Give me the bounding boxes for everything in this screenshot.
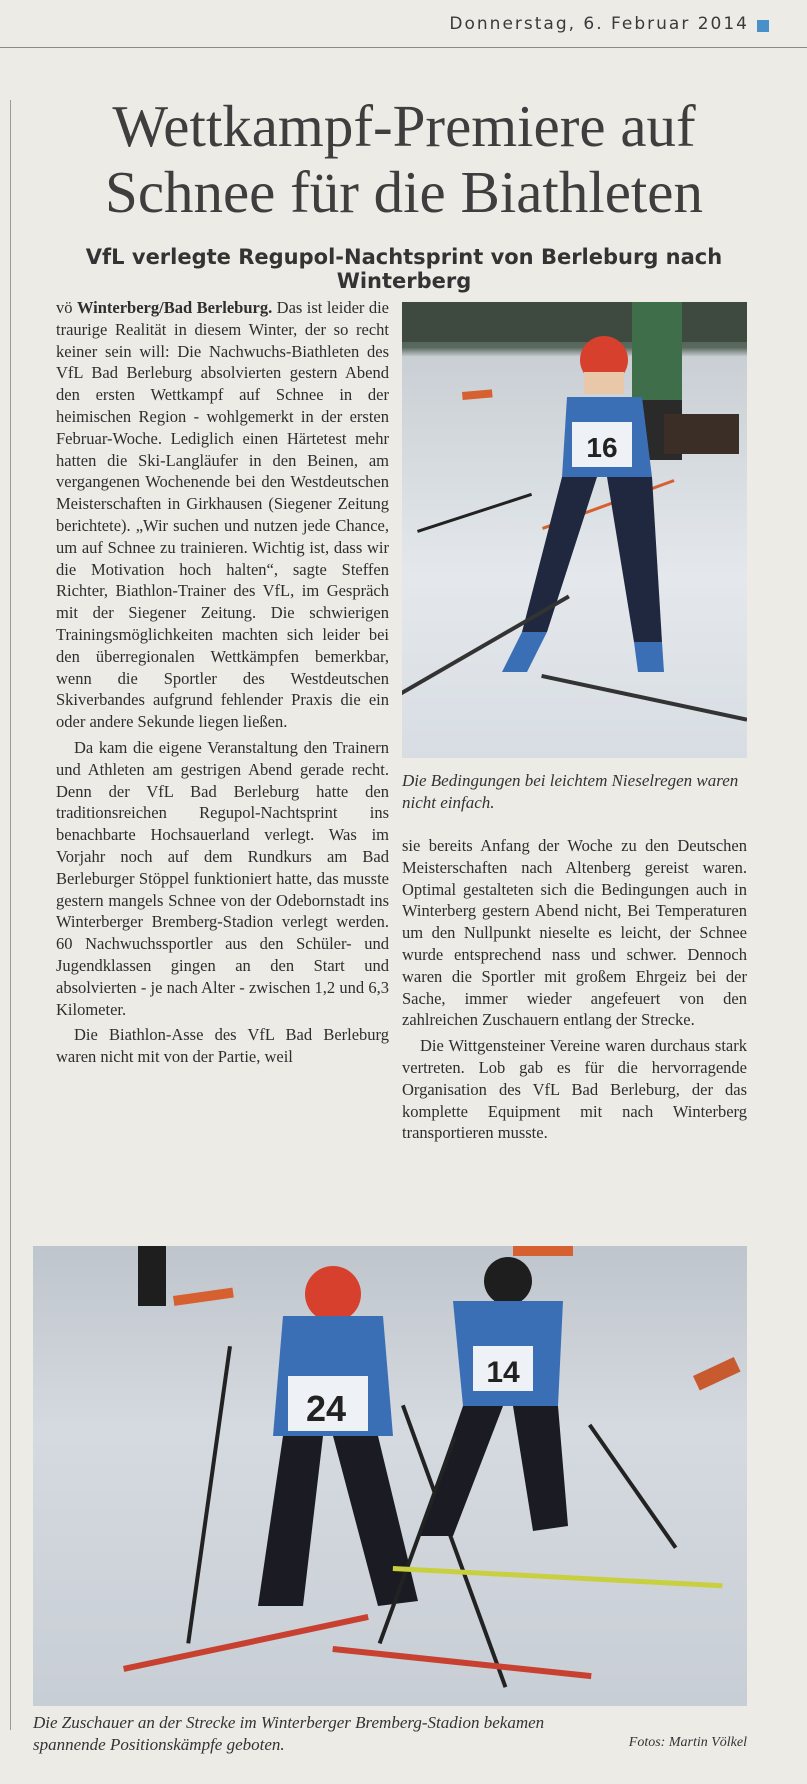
article-column-right <box>402 835 747 1144</box>
paragraph-3: Die Biathlon-Asse des VfL Bad Berleburg waren nicht mit von der Partie, weil <box>56 1025 389 1067</box>
bib-number-24: 24 <box>305 1388 347 1429</box>
accent-square <box>757 20 769 32</box>
photo-caption-1: Die Bedingungen bei leichtem Nieselregen waren nicht einfach. <box>402 771 739 812</box>
article-subheadline: VfL verlegte Regupol-Nachtsprint von Berleburg nach Winterberg <box>85 245 723 293</box>
article-column-left <box>56 297 389 1068</box>
headline-line-2: Schnee für die Biathleten <box>105 159 703 225</box>
header-rule <box>0 47 807 48</box>
headline-line-1: Wettkampf-Premiere auf <box>112 93 696 159</box>
article-headline <box>20 93 788 225</box>
photo-two-skiers <box>33 1246 747 1706</box>
paragraph-4: sie bereits Anfang der Woche zu den Deutschen Meisterschaften nach Altenberg gereist waren. Optimal gestalteten sich die Bedingungen auch in Winterberg gestern Abend nicht, Bei Temperaturen um den Nullpunkt nieselte es leicht, der Schnee wurde entsprechend nass und schwer. Dennoch waren die Sportler mit großem Ehrgeiz bei der Sache, immer wieder angefeuert von den zahlreichen Zuschauern entlang der Strecke. <box>402 836 747 1030</box>
paragraph-2: Da kam die eigene Veranstaltung den Trainern und Athleten am gestrigen Abend gerade recht. Denn der VfL Bad Berleburg hatte den traditionsreichen Regupol-Nachtsprint ins benachbarte Hochsauerland verlegt. Was im Vorjahr noch auf dem Rundkurs am Bad Berleburger Stöppel funktioniert hatte, das musste gestern mangels Schnee von der Odebornstadt ins Winterberger Bremberg-Stadion verlegt werden. 60 Nachwuchssportler aus den Schüler- und Jugendklassen gingen an den Start und absolvierten - je nach Alter - zwischen 1,2 und 6,3 Kilometer. <box>56 737 389 1019</box>
paragraph-1-text: Das ist leider die traurige Realität in diesem Winter, der so recht keiner sein will: Die Nachwuchs-Biathleten des VfL Bad Berleburg absolvierten gestern Abend den ersten Wettkampf auf Schnee in der heimischen Region - wohlgemerkt in der ersten Februar-Woche. Lediglich einen Härtetest mehr hatten die Ski-Langläufer in den Beinen, am vergangenen Wochenende bei den Westdeutschen Meisterschaften in Girkhausen (Siegener Zeitung berichtete). „Wir suchen und nutzen jede Chance, um auf Schnee zu trainieren. Wichtig ist, dass wir die Motivation hoch halten“, sagte Steffen Richter, Biathlon-Trainer des VfL, im Gespräch mit der Siegener Zeitung. Die schwierigen Trainingsmöglichkeiten machten sich leider bei den überregionalen Wettkämpfen bemerkbar, wenn die Sportler des Westdeutschen Skiverbandes aufgrund fehlender Praxis die ein oder andere Sekunde liegen ließen. <box>56 298 389 732</box>
bib-number-14: 14 <box>486 1356 520 1389</box>
dateline-place: Winterberg/Bad Berleburg. <box>76 298 273 317</box>
photo-caption-2: Die Zuschauer an der Strecke im Winterberger Bremberg-Stadion bekamen spannende Positionskämpfe geboten. <box>33 1713 545 1754</box>
photo-skier-single <box>402 302 747 758</box>
bib-number-16: 16 <box>586 432 618 463</box>
paragraph-5: Die Wittgensteiner Vereine waren durchaus stark vertreten. Lob gab es für die hervorragende Organisation des VfL Bad Berleburg, der das komplette Equipment mit nach Winterberg transportieren musste. <box>402 1036 747 1143</box>
photo-credit: Fotos: Martin Völkel <box>628 1735 747 1750</box>
issue-date: Donnerstag, 6. Februar 2014 <box>449 14 749 34</box>
column-rule <box>10 100 11 1730</box>
author-initials: vö <box>56 298 73 317</box>
paragraph-1 <box>56 297 389 733</box>
